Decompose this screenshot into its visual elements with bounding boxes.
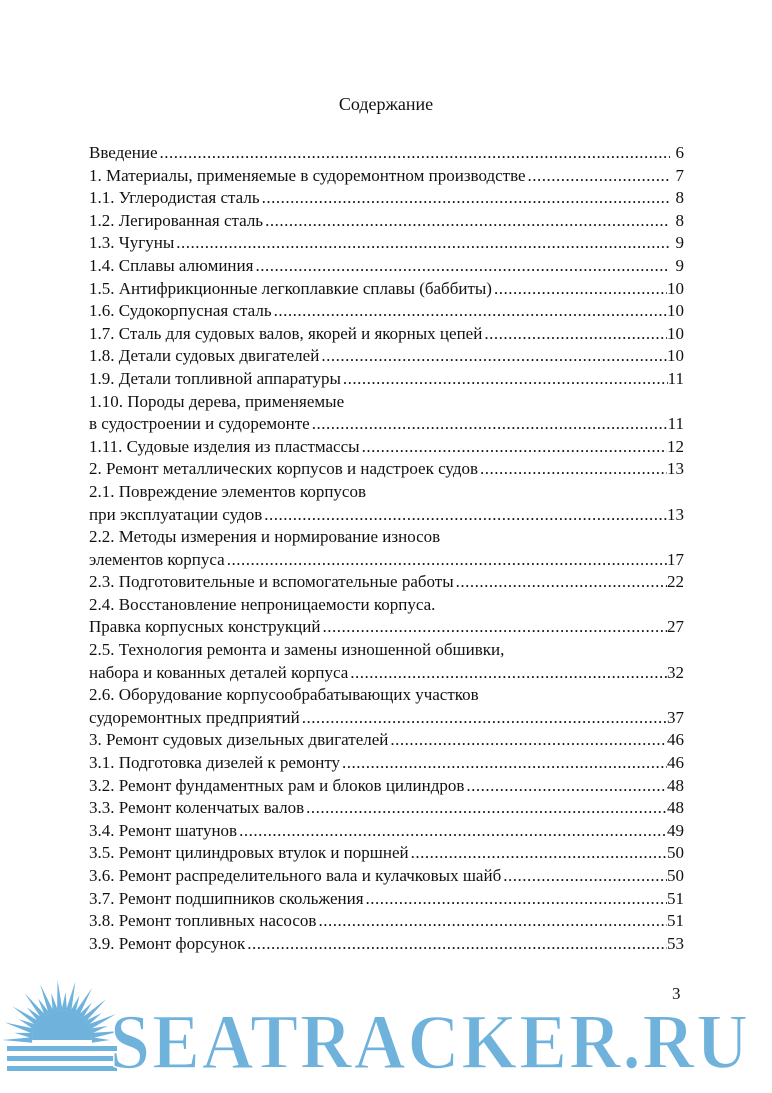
toc-dot-leader	[492, 278, 667, 301]
toc-dot-leader	[174, 232, 670, 255]
toc-entry-page: 10	[667, 301, 684, 321]
toc-dot-leader	[260, 187, 670, 210]
toc-entry-page: 13	[667, 459, 684, 479]
toc-entry-page: 12	[667, 436, 684, 456]
toc-dot-leader	[316, 910, 667, 933]
toc-entry-page: 11	[667, 368, 684, 388]
toc-entry[interactable]	[89, 278, 684, 301]
toc-entry-title: 1.11. Судовые изделия из пластмассы	[89, 436, 360, 456]
toc-entry[interactable]	[89, 707, 684, 730]
toc-entry-page: 10	[667, 323, 684, 343]
toc-entry-page: 32	[667, 662, 684, 682]
toc-entry[interactable]	[89, 142, 684, 165]
toc-entry-title: 1.6. Судокорпусная сталь	[89, 301, 272, 321]
toc-entry[interactable]	[89, 933, 684, 956]
page-title: Содержание	[338, 94, 434, 114]
toc-entry-title: 3.2. Ремонт фундаментных рам и блоков цилиндров	[89, 775, 465, 795]
toc-entry[interactable]	[89, 752, 684, 775]
water-wave	[7, 1046, 117, 1051]
toc-entry-title: в судостроении и судоремонте	[89, 414, 310, 434]
toc-entry-page: 9	[675, 233, 684, 253]
toc-dot-leader	[388, 729, 667, 752]
water-wave	[7, 1066, 117, 1071]
toc-entry-page: 48	[667, 775, 684, 795]
toc-dot-leader	[245, 933, 667, 956]
toc-dot-leader	[501, 865, 667, 888]
toc-entry-first-line: 1.10. Породы дерева, применяемые	[89, 391, 345, 411]
toc-entry-first-line: 2.4. Восстановление непроницаемости корпуса.	[89, 594, 436, 614]
toc-entry-first-line: 2.6. Оборудование корпусообрабатывающих участков	[89, 685, 479, 705]
toc-entry[interactable]	[89, 820, 684, 843]
toc-entry-title: 3.1. Подготовка дизелей к ремонту	[89, 753, 341, 773]
toc-entry-title: 1.7. Сталь для судовых валов, якорей и якорных цепей	[89, 323, 483, 343]
toc-dot-leader	[158, 142, 670, 165]
toc-entry[interactable]	[89, 504, 684, 527]
toc-entry-title: 1.8. Детали судовых двигателей	[89, 346, 320, 366]
toc-entry[interactable]	[89, 842, 684, 865]
toc-entry-page: 13	[667, 504, 684, 524]
toc-dot-leader	[464, 775, 667, 798]
toc-dot-leader	[364, 888, 667, 911]
toc-entry[interactable]	[89, 888, 684, 911]
toc-entry-page: 10	[667, 278, 684, 298]
toc-entry-title: 3.3. Ремонт коленчатых валов	[89, 798, 305, 818]
sun-icon	[2, 980, 121, 1071]
toc-dot-leader	[360, 436, 667, 459]
toc-dot-leader	[348, 662, 667, 685]
toc-dot-leader	[263, 210, 670, 233]
toc-entry[interactable]	[89, 255, 684, 278]
toc-entry-title: 1.3. Чугуны	[89, 233, 175, 253]
toc-dot-leader	[237, 820, 667, 843]
page-number: 3	[672, 984, 681, 1003]
toc-dot-leader	[409, 842, 667, 865]
watermark-logo	[0, 980, 772, 1090]
sun-ray	[92, 1037, 110, 1042]
toc-entry[interactable]	[89, 210, 684, 233]
toc-entry-title: 3.5. Ремонт цилиндровых втулок и поршней	[89, 843, 409, 863]
toc-entry-page: 46	[667, 753, 684, 773]
toc-entry-title: Правка корпусных конструкций	[89, 617, 321, 637]
sun-ray	[2, 1037, 32, 1042]
toc-entry-title: 3.7. Ремонт подшипников скольжения	[89, 888, 364, 908]
toc-entry[interactable]	[89, 775, 684, 798]
toc-entry[interactable]	[89, 571, 684, 594]
toc-entry-title: 3.8. Ремонт топливных насосов	[89, 911, 317, 931]
sun-ray	[62, 992, 67, 1010]
toc-entry[interactable]	[89, 413, 684, 436]
toc-entry-title: 1.4. Сплавы алюминия	[89, 255, 254, 275]
watermark-text: SEATRACKER.RU	[110, 998, 750, 1085]
toc-entry[interactable]	[89, 910, 684, 933]
toc-entry-page: 50	[667, 843, 684, 863]
table-of-contents	[89, 142, 684, 955]
toc-entry-title: элементов корпуса	[89, 549, 225, 569]
toc-entry-page: 8	[675, 188, 684, 208]
toc-entry[interactable]	[89, 187, 684, 210]
toc-entry-title: 3.6. Ремонт распределительного вала и кулачковых шайб	[89, 866, 502, 885]
toc-entry-page: 51	[667, 911, 684, 931]
toc-entry-page: 27	[667, 617, 684, 637]
toc-entry-page: 46	[667, 730, 684, 750]
toc-dot-leader	[320, 616, 667, 639]
toc-entry[interactable]	[89, 616, 684, 639]
toc-entry-page: 17	[667, 549, 684, 569]
toc-entry[interactable]	[89, 797, 684, 820]
toc-entry-page: 11	[667, 414, 684, 434]
toc-entry[interactable]	[89, 436, 684, 459]
toc-entry-first-line: 2.1. Повреждение элементов корпусов	[89, 481, 366, 501]
toc-entry-page: 49	[667, 820, 684, 840]
toc-entry-title: 2.3. Подготовительные и вспомогательные работы	[89, 572, 454, 592]
toc-dot-leader	[310, 413, 668, 436]
toc-entry-title: 1. Материалы, применяемые в судоремонтном производстве	[89, 165, 526, 185]
toc-entry[interactable]	[89, 165, 684, 188]
toc-entry-title: 1.5. Антифрикционные легкоплавкие сплавы (баббиты)	[89, 278, 492, 298]
toc-entry-page: 51	[667, 888, 684, 908]
toc-entry-first-line: 2.5. Технология ремонта и замены изношенной обшивки,	[89, 640, 505, 660]
water-wave	[7, 1056, 117, 1061]
toc-entry-title: 3.4. Ремонт шатунов	[89, 820, 238, 840]
toc-entry-page: 8	[675, 210, 684, 230]
toc-entry-title: 1.1. Углеродистая сталь	[89, 188, 260, 208]
toc-entry-title: при эксплуатации судов	[89, 504, 263, 524]
toc-dot-leader	[478, 458, 667, 481]
toc-entry-first-line: 2.2. Методы измерения и нормирование износов	[89, 527, 441, 547]
toc-entry-page: 37	[667, 707, 684, 727]
toc-dot-leader	[300, 707, 667, 730]
toc-dot-leader	[262, 504, 667, 527]
toc-dot-leader	[526, 165, 670, 188]
toc-entry-title: 3. Ремонт судовых дизельных двигателей	[89, 730, 389, 750]
toc-entry-page: 7	[675, 165, 684, 185]
toc-entry-title: 1.9. Детали топливной аппаратуры	[89, 368, 341, 388]
toc-entry-page: 9	[675, 255, 684, 275]
toc-entry-page: 10	[667, 346, 684, 366]
toc-entry[interactable]	[89, 368, 684, 391]
toc-dot-leader	[225, 549, 667, 572]
toc-entry-title: Введение	[89, 143, 158, 162]
toc-entry[interactable]	[89, 729, 684, 752]
toc-dot-leader	[341, 368, 668, 391]
sun-ray	[15, 1033, 33, 1038]
toc-entry[interactable]	[89, 232, 684, 255]
toc-entry[interactable]	[89, 662, 684, 685]
toc-entry[interactable]	[89, 300, 684, 323]
toc-dot-leader	[272, 300, 667, 323]
toc-entry-title: набора и кованных деталей корпуса	[89, 662, 349, 682]
toc-entry-title: 3.9. Ремонт форсунок	[89, 933, 246, 953]
toc-dot-leader	[253, 255, 670, 278]
toc-entry-title: 1.2. Легированная сталь	[89, 210, 264, 230]
toc-entry-page: 53	[667, 933, 684, 953]
toc-entry[interactable]	[89, 323, 684, 346]
toc-entry[interactable]	[89, 549, 684, 572]
toc-entry-title: 2. Ремонт металлических корпусов и надстроек судов	[89, 459, 479, 479]
toc-entry-page: 48	[667, 798, 684, 818]
toc-dot-leader	[304, 797, 667, 820]
toc-entry-page: 22	[667, 572, 684, 592]
toc-dot-leader	[454, 571, 667, 594]
toc-entry[interactable]	[89, 865, 684, 888]
toc-entry[interactable]	[89, 345, 684, 368]
toc-entry-page: 50	[667, 866, 684, 885]
toc-dot-leader	[482, 323, 667, 346]
sun-ray	[57, 980, 62, 1010]
toc-dot-leader	[340, 752, 667, 775]
toc-dot-leader	[319, 345, 667, 368]
toc-entry[interactable]	[89, 458, 684, 481]
toc-entry-page: 6	[675, 143, 684, 162]
toc-entry-title: судоремонтных предприятий	[89, 707, 300, 727]
